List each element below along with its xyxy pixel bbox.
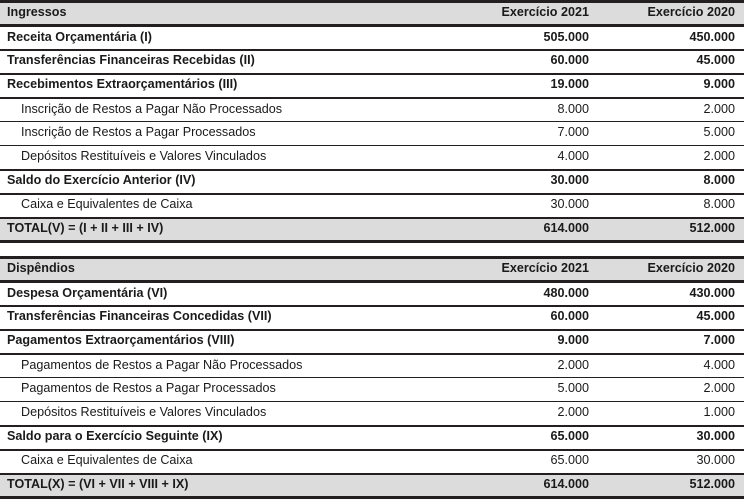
dispendios-row-value-2021: 65.000 [452, 450, 598, 474]
table-row [0, 26, 744, 50]
ingressos-row-value-2020: 8.000 [598, 170, 744, 194]
dispendios-row-value-2020: 7.000 [598, 330, 744, 354]
ingressos-row-value-2020: 8.000 [598, 194, 744, 218]
ingressos-row-label: Depósitos Restituíveis e Valores Vinculados [0, 146, 452, 170]
dispendios-row-label: Pagamentos de Restos a Pagar Não Processados [0, 354, 452, 378]
table-row [0, 306, 744, 330]
ingressos-header-row [0, 2, 744, 26]
ingressos-row-value-2021: 7.000 [452, 122, 598, 146]
dispendios-row-value-2020: 30.000 [598, 426, 744, 450]
table-row [0, 146, 744, 170]
table-row [0, 330, 744, 354]
ingressos-row-value-2021: 19.000 [452, 74, 598, 98]
dispendios-table-body [0, 282, 744, 498]
ingressos-header-col-2021: Exercício 2021 [452, 2, 598, 26]
dispendios-row-label: Saldo para o Exercício Seguinte (IX) [0, 426, 452, 450]
ingressos-row-value-2020: 5.000 [598, 122, 744, 146]
dispendios-row-value-2021: 65.000 [452, 426, 598, 450]
dispendios-row-label: Pagamentos de Restos a Pagar Processados [0, 378, 452, 402]
dispendios-header-col-2021: Exercício 2021 [452, 258, 598, 282]
table-row [0, 450, 744, 474]
table-row [0, 50, 744, 74]
table-row [0, 218, 744, 242]
dispendios-row-label: Despesa Orçamentária (VI) [0, 282, 452, 306]
dispendios-row-value-2020: 4.000 [598, 354, 744, 378]
dispendios-row-value-2020: 1.000 [598, 402, 744, 426]
dispendios-row-value-2021: 614.000 [452, 474, 598, 498]
dispendios-row-label: Pagamentos Extraorçamentários (VIII) [0, 330, 452, 354]
dispendios-row-value-2021: 9.000 [452, 330, 598, 354]
ingressos-row-value-2020: 9.000 [598, 74, 744, 98]
ingressos-row-value-2021: 30.000 [452, 194, 598, 218]
table-row [0, 98, 744, 122]
dispendios-row-label: Transferências Financeiras Concedidas (VII) [0, 306, 452, 330]
table-row [0, 378, 744, 402]
dispendios-header-row [0, 258, 744, 282]
dispendios-row-value-2020: 45.000 [598, 306, 744, 330]
dispendios-row-value-2020: 512.000 [598, 474, 744, 498]
ingressos-header-label: Ingressos [0, 2, 452, 26]
ingressos-row-value-2020: 450.000 [598, 26, 744, 50]
ingressos-header-col-2020: Exercício 2020 [598, 2, 744, 26]
ingressos-row-value-2021: 60.000 [452, 50, 598, 74]
table-row [0, 282, 744, 306]
ingressos-row-value-2020: 45.000 [598, 50, 744, 74]
ingressos-table-header [0, 2, 744, 26]
ingressos-row-label: Inscrição de Restos a Pagar Processados [0, 122, 452, 146]
ingressos-row-label: Caixa e Equivalentes de Caixa [0, 194, 452, 218]
ingressos-row-value-2021: 614.000 [452, 218, 598, 242]
ingressos-row-value-2021: 4.000 [452, 146, 598, 170]
ingressos-row-value-2021: 505.000 [452, 26, 598, 50]
ingressos-row-label: Receita Orçamentária (I) [0, 26, 452, 50]
ingressos-row-value-2021: 30.000 [452, 170, 598, 194]
ingressos-row-label: Recebimentos Extraorçamentários (III) [0, 74, 452, 98]
table-row [0, 194, 744, 218]
table-row [0, 474, 744, 498]
dispendios-row-value-2020: 2.000 [598, 378, 744, 402]
ingressos-row-label: Saldo do Exercício Anterior (IV) [0, 170, 452, 194]
dispendios-header-col-2020: Exercício 2020 [598, 258, 744, 282]
dispendios-row-value-2021: 2.000 [452, 402, 598, 426]
dispendios-row-value-2021: 480.000 [452, 282, 598, 306]
ingressos-row-label: TOTAL(V) = (I + II + III + IV) [0, 218, 452, 242]
dispendios-row-value-2020: 30.000 [598, 450, 744, 474]
dispendios-row-value-2021: 2.000 [452, 354, 598, 378]
ingressos-row-label: Transferências Financeiras Recebidas (II) [0, 50, 452, 74]
ingressos-table-body [0, 26, 744, 242]
dispendios-row-value-2020: 430.000 [598, 282, 744, 306]
dispendios-row-value-2021: 5.000 [452, 378, 598, 402]
ingressos-table [0, 0, 744, 243]
ingressos-row-label: Inscrição de Restos a Pagar Não Processados [0, 98, 452, 122]
table-separator-gap [0, 243, 744, 256]
table-row [0, 170, 744, 194]
ingressos-row-value-2020: 2.000 [598, 98, 744, 122]
dispendios-row-label: Caixa e Equivalentes de Caixa [0, 450, 452, 474]
ingressos-row-value-2020: 512.000 [598, 218, 744, 242]
dispendios-table [0, 256, 744, 499]
dispendios-row-value-2021: 60.000 [452, 306, 598, 330]
table-row [0, 426, 744, 450]
table-row [0, 402, 744, 426]
table-row [0, 74, 744, 98]
table-row [0, 122, 744, 146]
dispendios-row-label: Depósitos Restituíveis e Valores Vinculados [0, 402, 452, 426]
dispendios-table-header [0, 258, 744, 282]
dispendios-row-label: TOTAL(X) = (VI + VII + VIII + IX) [0, 474, 452, 498]
table-row [0, 354, 744, 378]
dispendios-header-label: Dispêndios [0, 258, 452, 282]
ingressos-row-value-2021: 8.000 [452, 98, 598, 122]
ingressos-row-value-2020: 2.000 [598, 146, 744, 170]
